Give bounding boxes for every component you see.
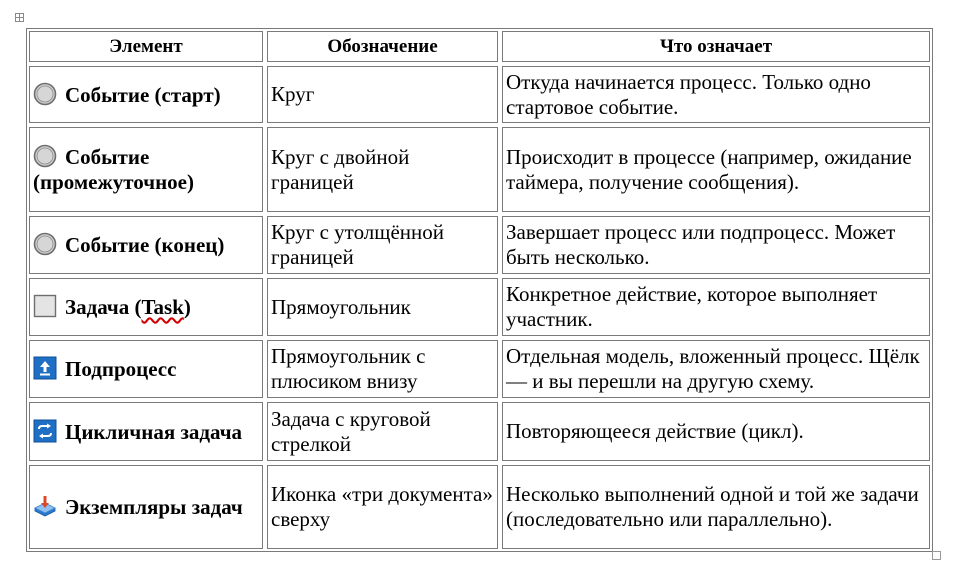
circle-event-icon <box>33 232 57 256</box>
table-row <box>29 465 930 549</box>
element-cell <box>29 465 263 549</box>
table-header-row <box>29 31 930 62</box>
subprocess-icon <box>33 356 57 380</box>
circle-event-icon <box>33 82 57 106</box>
element-name: Экземпляры задач <box>65 495 243 519</box>
meaning-cell: Отдельная модель, вложенный процесс. Щёлк — и вы перешли на другую схему. <box>502 340 930 398</box>
notation-cell: Круг с утолщённой границей <box>267 216 498 274</box>
table-row <box>29 402 930 461</box>
element-cell <box>29 216 263 274</box>
element-cell <box>29 340 263 398</box>
meaning-cell: Происходит в процессе (например, ожидание таймера, получение сообщения). <box>502 127 930 212</box>
table-row <box>29 278 930 336</box>
header-meaning: Что означает <box>502 31 930 62</box>
element-cell <box>29 127 263 212</box>
element-name: Подпроцесс <box>65 357 177 381</box>
loop-icon <box>33 419 57 443</box>
table-row <box>29 340 930 398</box>
table-resize-handle[interactable] <box>932 551 941 560</box>
notation-cell: Иконка «три документа» сверху <box>267 465 498 549</box>
meaning-cell: Конкретное действие, которое выполняет участник. <box>502 278 930 336</box>
square-task-icon <box>33 294 57 318</box>
element-cell <box>29 402 263 461</box>
meaning-cell: Несколько выполнений одной и той же задачи (последовательно или параллельно). <box>502 465 930 549</box>
element-name: Цикличная задача <box>65 419 243 444</box>
table-row <box>29 216 930 274</box>
element-name: Задача (Task) <box>65 295 191 319</box>
element-cell <box>29 66 263 123</box>
meaning-cell: Завершает процесс или подпроцесс. Может быть несколько. <box>502 216 930 274</box>
meaning-cell: Повторяющееся действие (цикл). <box>502 402 930 461</box>
header-element: Элемент <box>29 31 263 62</box>
circle-event-icon <box>33 144 57 168</box>
element-name: Событие (промежуточное) <box>33 145 194 194</box>
element-name: Событие (конец) <box>65 233 225 257</box>
bpmn-elements-table <box>26 28 933 552</box>
meaning-cell: Откуда начинается процесс. Только одно стартовое событие. <box>502 66 930 123</box>
notation-cell: Круг с двойной границей <box>267 127 498 212</box>
spellcheck-underlined-word: Task <box>141 295 184 319</box>
element-name: Событие (старт) <box>65 82 221 107</box>
header-notation: Обозначение <box>267 31 498 62</box>
notation-cell: Прямоугольник <box>267 278 498 336</box>
table-move-handle[interactable] <box>15 13 24 22</box>
element-cell <box>29 278 263 336</box>
notation-cell: Прямоугольник с плюсиком внизу <box>267 340 498 398</box>
notation-cell: Задача с круговой стрелкой <box>267 402 498 461</box>
table-row <box>29 127 930 212</box>
notation-cell: Круг <box>267 66 498 123</box>
multi-instance-icon <box>33 494 57 518</box>
table-row <box>29 66 930 123</box>
